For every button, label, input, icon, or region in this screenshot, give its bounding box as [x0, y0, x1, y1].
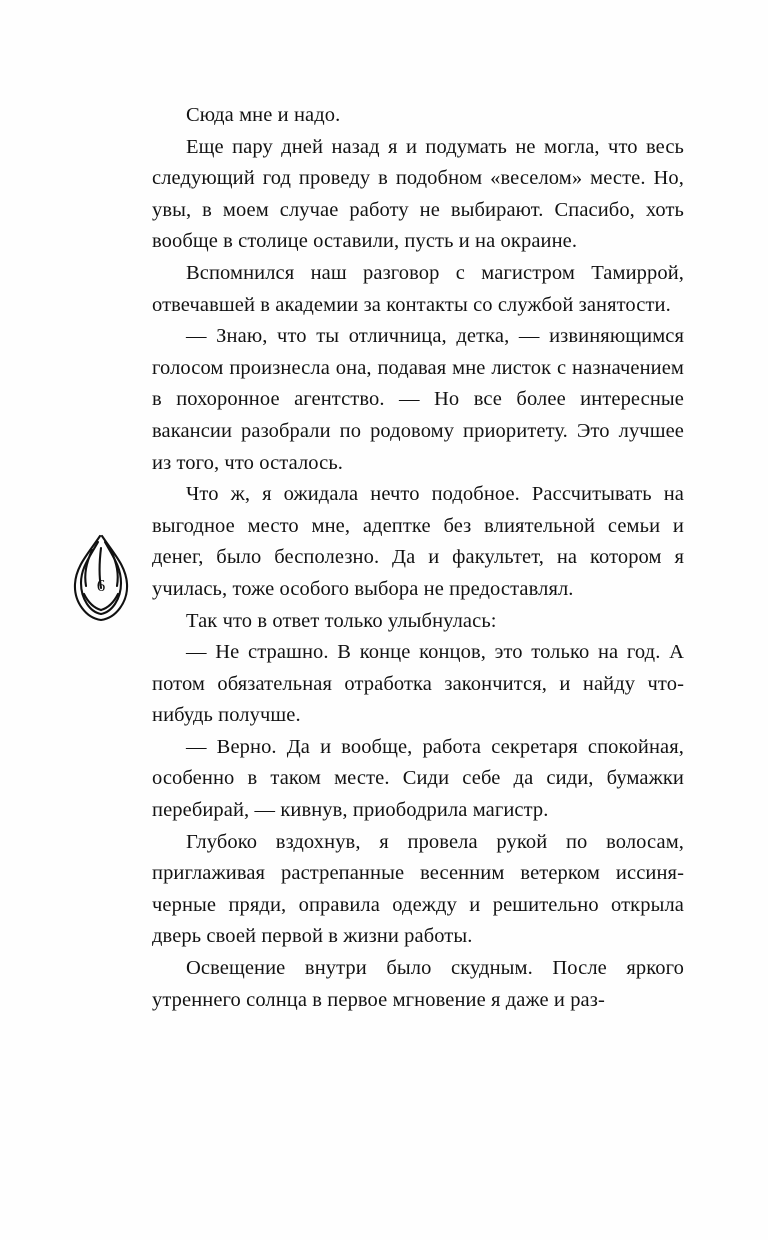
paragraph: — Не страшно. В конце концов, это только на год. А потом обязательная отработка закончится, и найду что-нибудь получше. [152, 641, 684, 727]
paragraph: Сюда мне и надо. [186, 104, 341, 126]
paragraph: — Верно. Да и вообще, работа секретаря спокойная, особенно в таком месте. Сиди себе да сиди, бумажки перебирай, — кивнув, приободрила магистр. [152, 735, 684, 822]
body-text [152, 100, 684, 1016]
paragraph: Вспомнился наш разговор с магистром Тамиррой, отвечавшей в академии за контакты со службой занятости. [152, 261, 684, 316]
paragraph: Освещение внутри было скудным. После яркого утреннего солнца в первое мгновение я даже и раз- [152, 957, 684, 1011]
page-number-ornament [58, 528, 144, 628]
page-number: 6 [96, 576, 106, 595]
paragraph: Глубоко вздохнув, я провела рукой по волосам, приглаживая растрепанные весенним ветерком иссиня-черные пряди, оправила одежду и решительно открыла дверь своей первой в жизни работы. [152, 830, 684, 948]
paragraph: Что ж, я ожидала нечто подобное. Рассчитывать на выгодное место мне, адептке без влиятельной семьи и денег, было бесполезно. Да и факультет, на котором я училась, тоже особого выбора не предоставлял. [152, 483, 684, 600]
paragraph: — Знаю, что ты отличница, детка, — извиняющимся голосом произнесла она, подавая мне листок с назначением в похоронное агентство. — Но все более интересные вакансии разобрали по родовому приоритету. Это лучшее из того, что осталось. [152, 325, 684, 474]
paragraph: Так что в ответ только улыбнулась: [186, 609, 497, 632]
paragraph: Еще пару дней назад я и подумать не могла, что весь следующий год проведу в подобном «веселом» месте. Но, увы, в моем случае работу не выбирают. Спасибо, хоть вообще в столице оставили, пусть и на окраине. [152, 135, 684, 253]
